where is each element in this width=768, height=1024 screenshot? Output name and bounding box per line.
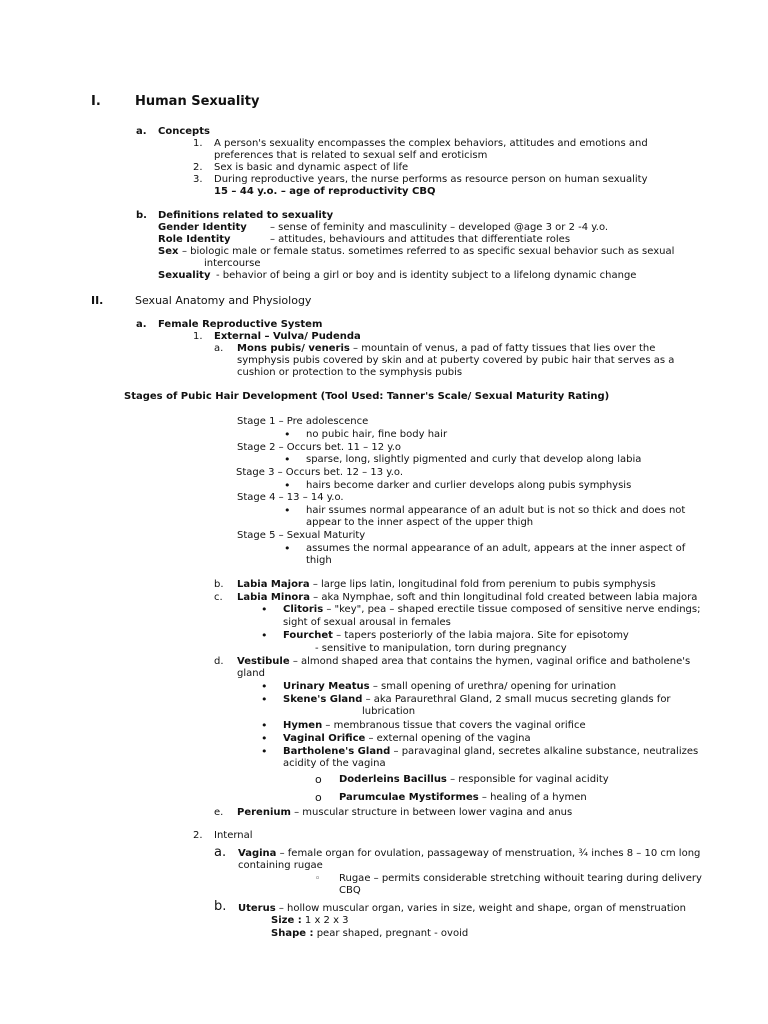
- external-title: External – Vulva/ Pudenda: [214, 331, 361, 342]
- skenes-gland-term: Skene's Gland: [283, 694, 363, 705]
- parumculae-term: Parumculae Mystiformes: [339, 792, 479, 803]
- vaginal-orifice-entry: [283, 733, 531, 745]
- fourchet-entry: [283, 630, 629, 642]
- subsection-b-title: Definitions related to sexuality: [158, 210, 334, 221]
- mons-text: – mountain of venus, a pad of fatty tissues that lies over the: [353, 343, 656, 354]
- urinary-meatus-term: Urinary Meatus: [283, 681, 370, 692]
- perenium-text: – muscular structure in between lower vagina and anus: [294, 807, 573, 818]
- hymen-text: – membranous tissue that covers the vaginal orifice: [325, 720, 586, 731]
- uterus-letter: b.: [214, 899, 227, 914]
- fourchet-text: – tapers posteriorly of the labia majora. Site for episotomy: [336, 630, 629, 641]
- subsection-a-letter: a.: [136, 126, 147, 137]
- concept-3-number: 3.: [193, 174, 203, 185]
- section-2-title: Sexual Anatomy and Physiology: [135, 294, 312, 307]
- mons-entry: [237, 343, 655, 355]
- clitoris-entry: [283, 604, 700, 616]
- fourchet-term: Fourchet: [283, 630, 333, 641]
- vestibule-term: Vestibule: [237, 656, 290, 667]
- bartholene-gland-text-cont: acidity of the vagina: [283, 758, 386, 769]
- stage-1-desc: • no pubic hair, fine body hair: [306, 429, 447, 441]
- internal-title: Internal: [214, 830, 253, 841]
- internal-number: 2.: [193, 830, 203, 841]
- section-1-title: Human Sexuality: [135, 94, 260, 109]
- stage-2-label: Stage 2 – Occurs bet. 11 – 12 y.o: [237, 442, 402, 453]
- female-system-title: Female Reproductive System: [158, 319, 323, 330]
- labia-minora-entry: [237, 592, 697, 604]
- hymen-term: Hymen: [283, 720, 323, 731]
- uterus-shape: [271, 928, 468, 940]
- uterus-term: Uterus: [238, 903, 276, 914]
- concept-1-text-cont: preferences that is related to sexual self and eroticism: [214, 150, 488, 161]
- stage-4-label: Stage 4 – 13 – 14 y.o.: [237, 492, 344, 503]
- fourchet-text-cont: - sensitive to manipulation, torn during pregnancy: [315, 643, 567, 654]
- mons-text-cont-2: cushion or protection to the symphysis pubis: [237, 367, 463, 378]
- stage-5-desc: • assumes the normal appearance of an adult, appears at the inner aspect of: [306, 543, 685, 555]
- vagina-text-cont: containing rugae: [238, 860, 323, 871]
- rugae-text: ◦ Rugae – permits considerable stretching withouit tearing during delivery: [339, 873, 702, 885]
- vagina-letter: a.: [214, 845, 227, 860]
- clitoris-text-cont: sight of sexual arousal in females: [283, 617, 451, 628]
- urinary-meatus-entry: [283, 681, 616, 693]
- labia-minora-text: – aka Nymphae, soft and thin longitudinal fold created between labia majora: [313, 592, 698, 603]
- subsection-b-letter: b.: [136, 210, 147, 221]
- stage-4-desc-cont: appear to the inner aspect of the upper thigh: [306, 517, 534, 528]
- perenium-letter: e.: [214, 807, 224, 818]
- clitoris-text: – "key", pea – shaped erectile tissue composed of sensitive nerve endings;: [326, 604, 701, 615]
- role-identity-term: Role Identity: [158, 234, 231, 245]
- section-2-number: II.: [91, 294, 104, 307]
- doderleins-entry: [339, 774, 609, 786]
- stage-1-label: Stage 1 – Pre adolescence: [237, 416, 369, 427]
- bartholene-gland-text: – paravaginal gland, secretes alkaline substance, neutralizes: [393, 746, 699, 757]
- perenium-term: Perenium: [237, 807, 291, 818]
- uterus-shape-value: pear shaped, pregnant - ovoid: [316, 928, 469, 939]
- mons-letter: a.: [214, 343, 224, 354]
- hymen-entry: [283, 720, 586, 732]
- sex-term: Sex: [158, 246, 179, 257]
- labia-minora-term: Labia Minora: [237, 592, 310, 603]
- external-number: 1.: [193, 331, 203, 342]
- sex-text: – biologic male or female status. sometimes referred to as specific sexual behavior such as sexual: [182, 246, 675, 257]
- vaginal-orifice-term: Vaginal Orifice: [283, 733, 366, 744]
- vestibule-letter: d.: [214, 656, 224, 667]
- doderleins-term: Doderleins Bacillus: [339, 774, 447, 785]
- concept-2-text: Sex is basic and dynamic aspect of life: [214, 162, 409, 173]
- concept-1-number: 1.: [193, 138, 203, 149]
- vagina-term: Vagina: [238, 848, 277, 859]
- mons-term: Mons pubis/ veneris: [237, 343, 350, 354]
- uterus-shape-label: Shape :: [271, 928, 314, 939]
- vaginal-orifice-text: – external opening of the vagina: [368, 733, 531, 744]
- uterus-entry: [238, 903, 686, 915]
- clitoris-term: Clitoris: [283, 604, 324, 615]
- skenes-gland-text-cont: lubrication: [362, 706, 416, 717]
- concept-3-text: During reproductive years, the nurse performs as resource person on human sexuality: [214, 174, 648, 185]
- uterus-text: – hollow muscular organ, varies in size, weight and shape, organ of menstruation: [278, 903, 686, 914]
- parumculae-text: – healing of a hymen: [481, 792, 587, 803]
- sex-text-cont: intercourse: [204, 258, 261, 269]
- stage-5-desc-cont: thigh: [306, 555, 332, 566]
- sexuality-text: - behavior of being a girl or boy and is identity subject to a lifelong dynamic change: [216, 270, 637, 281]
- gender-identity-text: – sense of feminity and masculinity – developed @age 3 or 2 -4 y.o.: [270, 222, 609, 233]
- bartholene-gland-term: Bartholene's Gland: [283, 746, 391, 757]
- uterus-size-value: 1 x 2 x 3: [304, 915, 349, 926]
- uterus-size: [271, 915, 349, 927]
- concept-1-text: A person's sexuality encompasses the complex behaviors, attitudes and emotions and: [214, 138, 648, 149]
- vestibule-text: – almond shaped area that contains the hymen, vaginal orifice and batholene's: [292, 656, 691, 667]
- labia-majora-entry: [237, 579, 656, 591]
- perenium-entry: [237, 807, 572, 819]
- stage-3-label: Stage 3 – Occurs bet. 12 – 13 y.o.: [236, 467, 404, 478]
- stage-4-desc: • hair ssumes normal appearance of an adult but is not so thick and does not: [306, 505, 685, 517]
- role-identity-text: – attitudes, behaviours and attitudes that differentiate roles: [270, 234, 571, 245]
- sexuality-term: Sexuality: [158, 270, 211, 281]
- concept-2-number: 2.: [193, 162, 203, 173]
- labia-majora-text: – large lips latin, longitudinal fold from perenium to pubis symphysis: [312, 579, 656, 590]
- vestibule-text-cont: gland: [237, 668, 265, 679]
- reproductive-age: 15 – 44 y.o. – age of reproductivity CBQ: [214, 186, 436, 197]
- labia-minora-letter: c.: [214, 592, 223, 603]
- stage-2-desc: • sparse, long, slightly pigmented and curly that develop along labia: [306, 454, 641, 466]
- female-system-letter: a.: [136, 319, 147, 330]
- skenes-gland-entry: [283, 694, 671, 706]
- skenes-gland-text: – aka Paraurethral Gland, 2 small mucus secreting glands for: [365, 694, 671, 705]
- urinary-meatus-text: – small opening of urethra/ opening for urination: [372, 681, 617, 692]
- vagina-entry: [238, 848, 700, 860]
- mons-text-cont-1: symphysis pubis covered by skin and at puberty covered by pubic hair that serves as a: [237, 355, 675, 366]
- labia-majora-letter: b.: [214, 579, 224, 590]
- stage-3-desc: • hairs become darker and curlier develops along pubis symphysis: [306, 480, 631, 492]
- stages-title: Stages of Pubic Hair Development (Tool Used: Tanner's Scale/ Sexual Maturity Rating): [124, 391, 610, 402]
- vestibule-entry: [237, 656, 690, 668]
- vagina-text: – female organ for ovulation, passageway of menstruation, ¾ inches 8 – 10 cm long: [279, 848, 701, 859]
- subsection-a-title: Concepts: [158, 126, 210, 137]
- bartholene-gland-entry: [283, 746, 698, 758]
- section-1-number: I.: [91, 94, 101, 109]
- stage-5-label: Stage 5 – Sexual Maturity: [237, 530, 366, 541]
- uterus-size-label: Size :: [271, 915, 302, 926]
- labia-majora-term: Labia Majora: [237, 579, 310, 590]
- gender-identity-term: Gender Identity: [158, 222, 247, 233]
- rugae-text-cont: CBQ: [339, 885, 361, 896]
- doderleins-text: – responsible for vaginal acidity: [450, 774, 609, 785]
- parumculae-entry: [339, 792, 587, 804]
